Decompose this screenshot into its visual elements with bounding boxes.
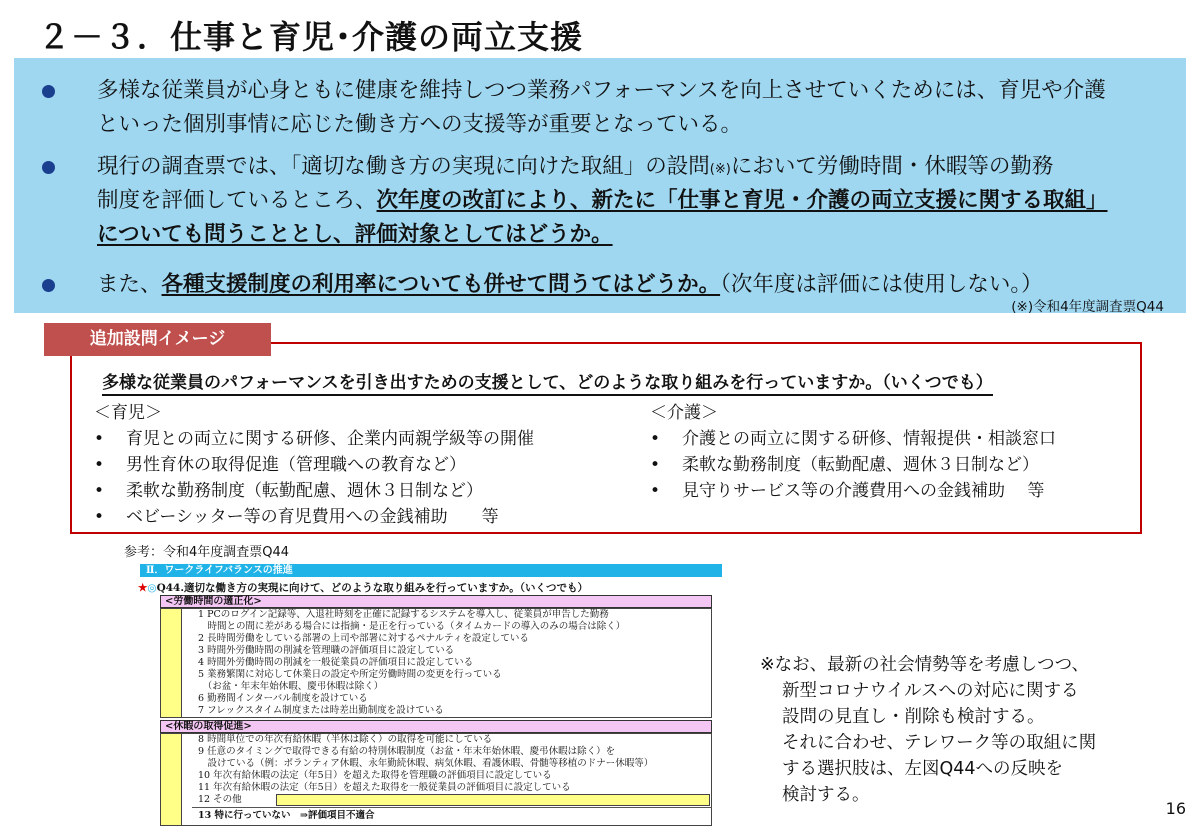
bullet-2-line-2: 制度を評価しているところ、次年度の改訂により、新たに「仕事と育児・介護の両立支援に関する取組」 (97, 188, 1108, 213)
checkbox-column (160, 608, 182, 718)
bullet-dot (42, 85, 55, 98)
side-note-line: ※なお、最新の社会情勢等を考慮しつつ、 (760, 655, 1089, 675)
side-note-line: 検討する。 (782, 785, 870, 805)
form-section-header: Ⅱ．ワークライフバランスの推進 (140, 564, 722, 577)
leave-item: 設けている（例：ボランティア休暇、永年勤続休暇、病気休暇、看護休暇、骨髄等移植のドナー休暇等） (198, 758, 654, 769)
side-note (760, 652, 1096, 808)
nursing-heading: ＜介護＞ (650, 403, 718, 423)
childcare-heading: ＜育児＞ (94, 403, 162, 423)
checkbox-column (160, 733, 182, 826)
nursing-item: • 見守りサービス等の介護費用への金銭補助 等 (650, 478, 1056, 504)
additional-question: 多様な従業員のパフォーマンスを引き出すための支援として、どのような取り組みを行っていますか。（いくつでも） (102, 368, 993, 396)
labor-item: 6 勤務間インターバル制度を設けている (198, 693, 368, 704)
additional-question-tag: 追加設問イメージ (44, 323, 271, 356)
side-note-line: する選択肢は、左図Q44への反映を (782, 759, 1064, 779)
side-note-line: 新型コロナウイルスへの対応に関する (782, 681, 1079, 701)
divider (192, 807, 712, 808)
childcare-item: • 男性育休の取得促進（管理職への教育など） (94, 452, 534, 478)
nursing-item: • 柔軟な勤務制度（転勤配慮、週休３日制など） (650, 452, 1056, 478)
bullet-1-line-1: 多様な従業員が心身ともに健康を維持しつつ業務パフォーマンスを向上させていくためには、育児や介護 (97, 78, 1106, 103)
emphasis-text: 各種支援制度の利用率についても併せて問うてはどうか。 (161, 272, 721, 297)
childcare-item: • 育児との両立に関する研修、企業内両親学級等の開催 (94, 426, 534, 452)
star-icon: ★ (138, 582, 148, 594)
page-title: ２－３．仕事と育児･介護の両立支援 (38, 18, 584, 56)
labor-item: （お盆・年末年始休暇、慶弔休暇は除く） (198, 681, 384, 692)
leave-item: 11 年次有給休暇の法定（年5日）を超えた取得を一般従業員の評価項目に設定している (198, 782, 571, 793)
labor-item: 時間との間に差がある場合には指摘・是正を行っている（タイムカードの導入のみの場合は除く） (198, 621, 626, 632)
page-number: 16 (1165, 799, 1186, 818)
bullet-dot (42, 161, 55, 174)
leave-header: <休暇の取得促進> (160, 720, 712, 733)
bullet-dot (42, 279, 55, 292)
other-input (276, 794, 710, 806)
childcare-column (94, 400, 534, 530)
labor-item: 1 PCのログイン記録等、入退社時刻を正確に記録するシステムを導入し、従業員が申告した勤務 (198, 609, 609, 620)
labor-item: 4 時間外労働時間の削減を一般従業員の評価項目に設定している (198, 657, 474, 668)
question-image-box (70, 342, 1142, 534)
side-note-line: 設問の見直し・削除も検討する。 (782, 707, 1045, 727)
bullet-2-line-3 (97, 218, 613, 252)
summary-box (14, 58, 1186, 313)
leave-item: 8 時間単位での年次有給休暇（半休は除く）の取得を可能にしている (198, 734, 493, 745)
labor-item: 3 時間外労働時間の削減を管理職の評価項目に設定している (198, 645, 455, 656)
bullet-1-line-2: といった個別事情に応じた働き方への支援等が重要となっている。 (97, 112, 743, 137)
leave-item: 12 その他 (198, 794, 242, 805)
labor-item: 7 フレックスタイム制度または時差出勤制度を設けている (198, 705, 444, 716)
footnote: (※)令和4年度調査票Q44 (1011, 299, 1164, 315)
reference-label: 参考：令和4年度調査票Q44 (124, 545, 290, 560)
note-mark: (※) (709, 162, 731, 177)
leave-item-none: 13 特に行っていない ⇒評価項目不適合 (198, 810, 375, 821)
bullet-3-line-1: また、各種支援制度の利用率についても併せて問うてはどうか。（次年度は評価には使用しない。） (97, 272, 1043, 297)
bullet-2-line-1: 現行の調査票では、「適切な働き方の実現に向けた取組」の設問(※)において労働時間・休暇等の勤務 (97, 154, 1054, 179)
survey-form-excerpt (132, 564, 722, 826)
side-note-line: それに合わせ、テレワーク等の取組に関 (782, 733, 1097, 753)
form-question: ★◎Q44.適切な働き方の実現に向けて、どのような取り組みを行っていますか。（いくつでも） (138, 582, 589, 594)
leave-item: 10 年次有給休暇の法定（年5日）を超えた取得を管理職の評価項目に設定している (198, 770, 552, 781)
emphasis-text: についても問うこととし、評価対象としてはどうか。 (97, 222, 613, 247)
labor-item: 2 長時間労働をしている部署の上司や部署に対するペナルティを設定している (198, 633, 529, 644)
childcare-item: • 柔軟な勤務制度（転勤配慮、週休３日制など） (94, 478, 534, 504)
nursing-item: • 介護との両立に関する研修、情報提供・相談窓口 (650, 426, 1056, 452)
nursing-column (650, 400, 1056, 504)
labor-item: 5 業務繁閑に対応して休業日の設定や所定労働時間の変更を行っている (198, 669, 502, 680)
childcare-item: • ベビーシッター等の育児費用への金銭補助 等 (94, 504, 534, 530)
emphasis-text: 次年度の改訂により、新たに「仕事と育児・介護の両立支援に関する取組」 (376, 188, 1108, 213)
leave-item: 9 任意のタイミングで取得できる有給の特別休暇制度（お盆・年末年始休暇、慶弔休暇は除く）を (198, 746, 616, 757)
circle-icon: ◎ (147, 582, 157, 594)
labor-header: <労働時間の適正化> (160, 595, 712, 608)
